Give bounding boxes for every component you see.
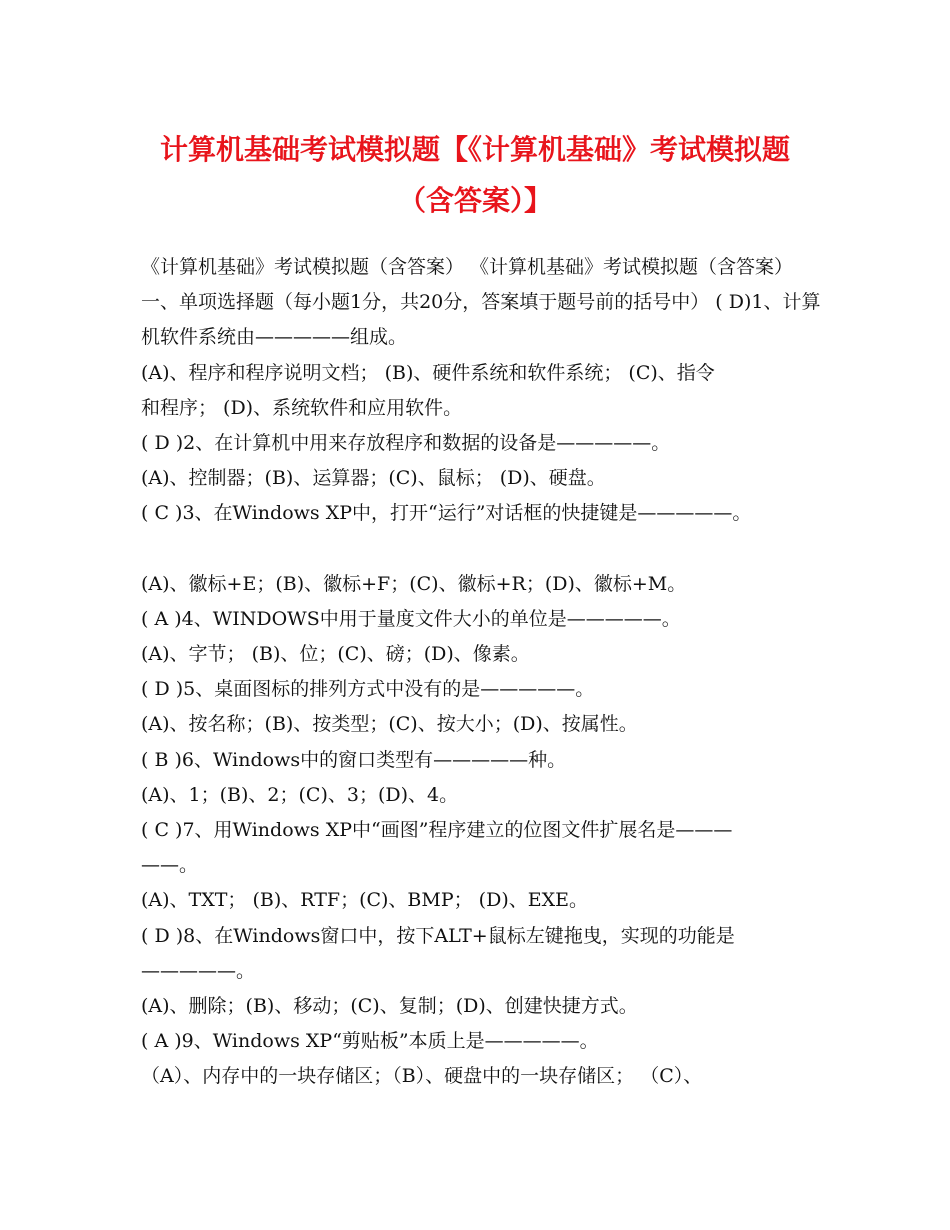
text-line: (A)、程序和程序说明文档； (B)、硬件系统和软件系统； (C)、指令 [141, 361, 715, 384]
text-line: (A)、徽标+E；(B)、徽标+F；(C)、徽标+R；(D)、徽标+M。 [141, 572, 687, 595]
document-title [60, 124, 890, 226]
document-title-line-1: 计算机基础考试模拟题【《计算机基础》考试模拟题 [159, 133, 790, 166]
text-line: (A)、控制器；(B)、运算器；(C)、鼠标； (D)、硬盘。 [141, 467, 606, 490]
text-line: (A)、1；(B)、2；(C)、3；(D)、4。 [141, 783, 459, 806]
text-line: 和程序； (D)、系统软件和应用软件。 [141, 396, 463, 419]
text-line: ( D )5、桌面图标的排列方式中没有的是—————。 [141, 678, 595, 701]
text-line: (A)、删除；(B)、移动；(C)、复制；(D)、创建快捷方式。 [141, 995, 638, 1018]
text-line: ——。 [141, 854, 199, 877]
paragraph-gap [141, 532, 821, 567]
document-title-line-2: （含答案）】 [397, 184, 552, 217]
text-line: ( D )8、在Windows窗口中，按下ALT+鼠标左键拖曳，实现的功能是 [141, 924, 735, 947]
text-line: ( C )7、用Windows XP中“画图”程序建立的位图文件扩展名是——— [141, 819, 733, 842]
text-line: (A)、TXT； (B)、RTF；(C)、BMP； (D)、EXE。 [141, 889, 589, 912]
text-line: —————。 [141, 959, 256, 982]
text-line: ( D )2、在计算机中用来存放程序和数据的设备是—————。 [141, 432, 671, 455]
text-line: ( A )4、WINDOWS中用于量度文件大小的单位是—————。 [141, 607, 681, 630]
text-line: (A)、按名称；(B)、按类型；(C)、按大小；(D)、按属性。 [141, 713, 638, 736]
text-line: (A)、字节； (B)、位；(C)、磅；(D)、像素。 [141, 643, 530, 666]
text-line: （A）、内存中的一块存储区；（B）、硬盘中的一块存储区； （C）、 [141, 1065, 703, 1088]
document-body [141, 250, 821, 1095]
text-line: ( C )3、在Windows XP中，打开“运行”对话框的快捷键是—————。 [141, 502, 752, 525]
intro-paragraph: 《计算机基础》考试模拟题（含答案） 《计算机基础》考试模拟题（含答案） 一、单项选择题（每小题1分，共20分，答案填于题号前的括号中） ( D)1、计算机软件系统由—————组成。 [141, 256, 821, 349]
text-line: ( B )6、Windows中的窗口类型有—————种。 [141, 748, 567, 771]
text-line: ( A )9、Windows XP“剪贴板”本质上是—————。 [141, 1030, 599, 1053]
